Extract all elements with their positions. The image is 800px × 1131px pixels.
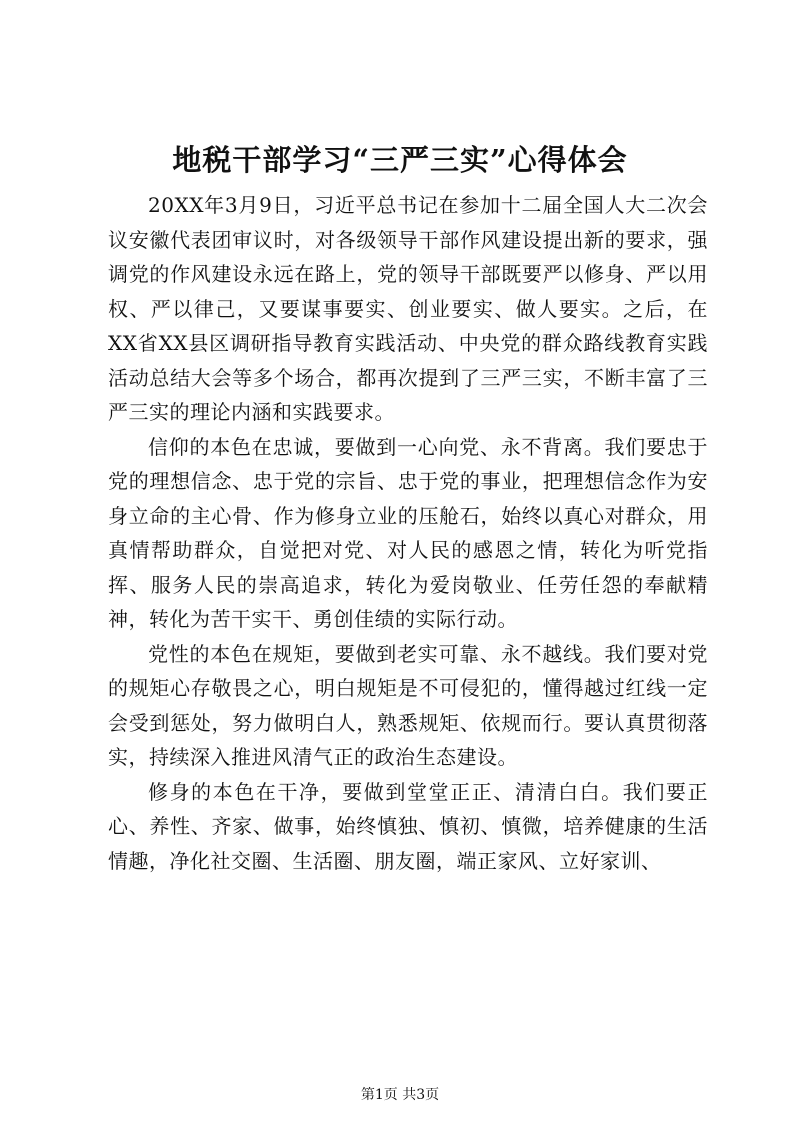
paragraph-1: 20XX年3月9日，习近平总书记在参加十二届全国人大二次会议安徽代表团审议时，对各级领导干部作风建设提出新的要求，强调党的作风建设永远在路上，党的领导干部既要严以修身、严以用权、严以律己，又要谋事要实、创业要实、做人要实。之后，在XX省XX县区调研指导教育实践活动、中央党的群众路线教育实践活动总结大会等多个场合，都再次提到了三严三实，不断丰富了三严三实的理论内涵和实践要求。 [108,193,708,424]
page-number-footer: 第1页 共3页 [360,1087,440,1103]
document-title: 地税干部学习“三严三实”心得体会 [172,143,628,177]
paragraph-2: 信仰的本色在忠诚，要做到一心向党、永不背离。我们要忠于党的理想信念、忠于党的宗旨、忠于党的事业，把理想信念作为安身立命的主心骨、作为修身立业的压舱石，始终以真心对群众，用真情帮助群众，自觉把对党、对人民的感恩之情，转化为听党指挥、服务人民的崇高追求，转化为爱岗敬业、任劳任怨的奉献精神，转化为苦干实干、勇创佳绩的实际行动。 [108,434,708,631]
paragraph-3: 党性的本色在规矩，要做到老实可靠、永不越线。我们要对党的规矩心存敬畏之心，明白规矩是不可侵犯的，懂得越过红线一定会受到惩处，努力做明白人，熟悉规矩、依规而行。要认真贯彻落实，持续深入推进风清气正的政治生态建设。 [108,641,708,769]
document-body [108,188,708,878]
paragraph-4: 修身的本色在干净，要做到堂堂正正、清清白白。我们要正心、养性、齐家、做事，始终慎独、慎初、慎微，培养健康的生活情趣，净化社交圈、生活圈、朋友圈，端正家风、立好家训、 [108,779,708,873]
